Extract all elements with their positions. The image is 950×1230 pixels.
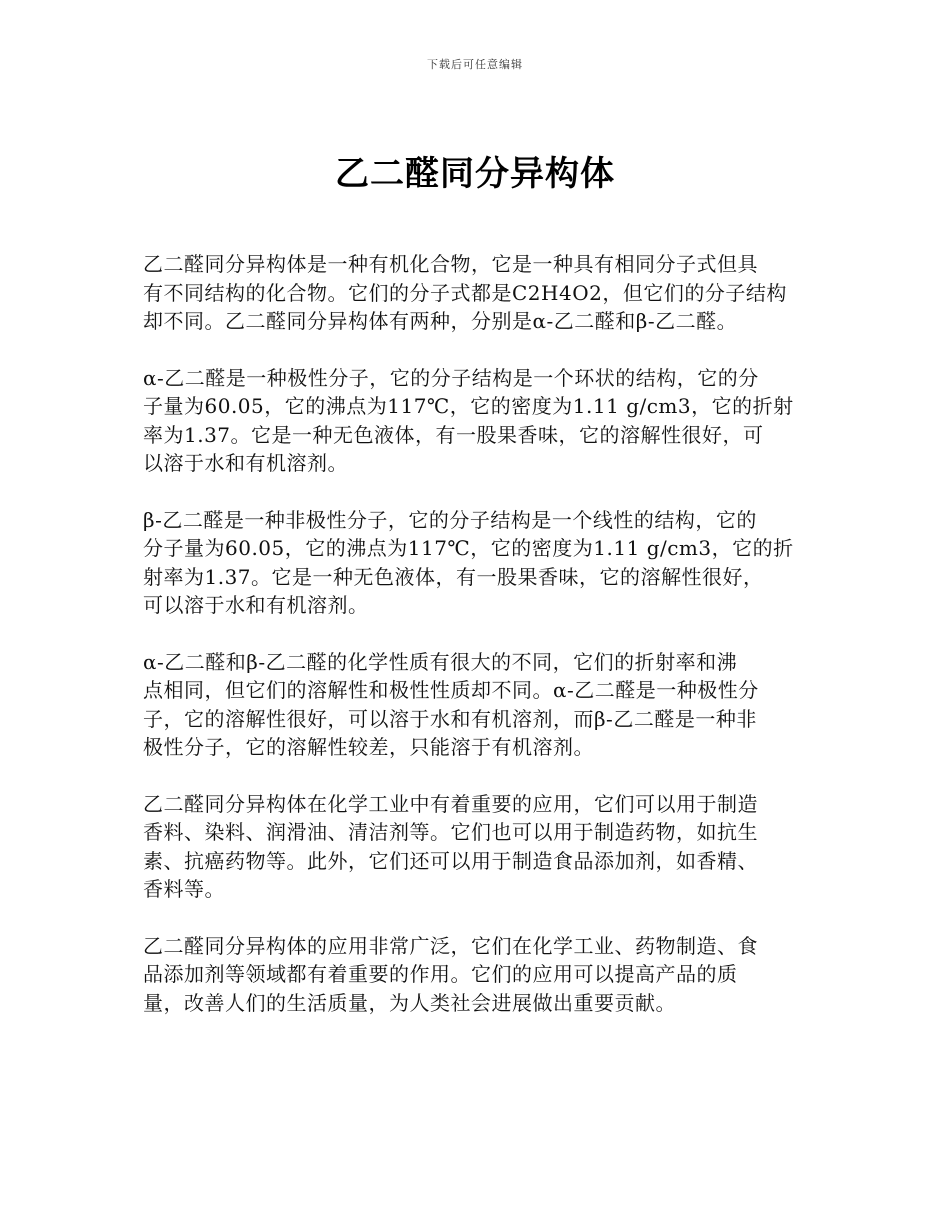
paragraph-applications: 乙二醛同分异构体在化学工业中有着重要的应用，它们可以用于制造 香料、染料、润滑油、清洁剂等。它们也可以用于制造药物，如抗生 素、抗癌药物等。此外，它们还可以用于制造食品添加剂，如香精、 香料等。 (143, 791, 758, 901)
paragraph-conclusion: 乙二醛同分异构体的应用非常广泛，它们在化学工业、药物制造、食 品添加剂等领域都有着重要的作用。它们的应用可以提高产品的质 量，改善人们的生活质量，为人类社会进展做出重要贡献。 (143, 933, 758, 1015)
paragraph-comparison: α-乙二醛和β-乙二醛的化学性质有很大的不同，它们的折射率和沸 点相同，但它们的溶解性和极性性质却不同。α-乙二醛是一种极性分 子，它的溶解性很好，可以溶于水和有机溶剂，而β-乙二醛是一种非 极性分子，它的溶解性较差，只能溶于有机溶剂。 (143, 649, 759, 759)
document-body (143, 250, 808, 1045)
header-note: 下载后可任意编辑 (427, 58, 523, 71)
document-title: 乙二醛同分异构体 (335, 154, 615, 194)
paragraph-intro: 乙二醛同分异构体是一种有机化合物，它是一种具有相同分子式但具 有不同结构的化合物。它们的分子式都是C2H4O2，但它们的分子结构 却不同。乙二醛同分异构体有两种，分别是α-乙二醛和β-乙二醛。 (143, 252, 787, 333)
paragraph-beta: β-乙二醛是一种非极性分子，它的分子结构是一个线性的结构，它的 分子量为60.05，它的沸点为117℃，它的密度为1.11 g/cm3，它的折 射率为1.37。它是一种无色液体，有一股果香味，它的溶解性很好， 可以溶于水和有机溶剂。 (143, 507, 794, 617)
paragraph-alpha: α-乙二醛是一种极性分子，它的分子结构是一个环状的结构，它的分 子量为60.05，它的沸点为117℃，它的密度为1.11 g/cm3，它的折射 率为1.37。它是一种无色液体，有一股果香味，它的溶解性很好，可 以溶于水和有机溶剂。 (143, 365, 794, 475)
